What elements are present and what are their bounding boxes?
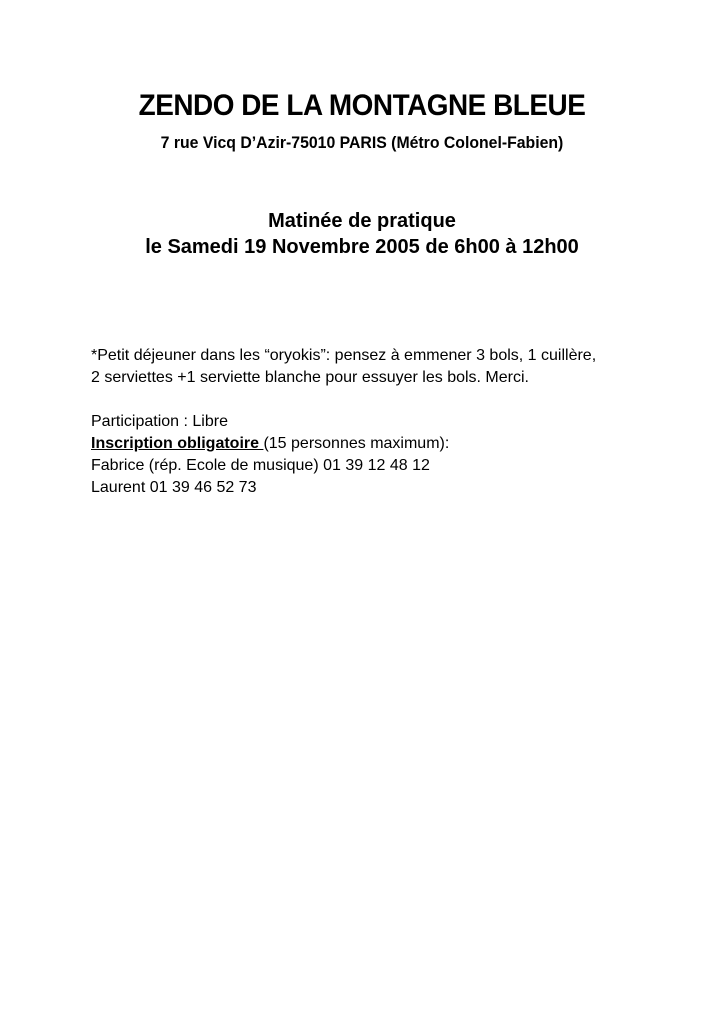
inscription-label: Inscription obligatoire	[91, 435, 264, 452]
event-date: le Samedi 19 Novembre 2005 de 6h00 à 12h00	[145, 236, 579, 258]
address-line: 7 rue Vicq D’Azir-75010 PARIS (Métro Colonel-Fabien)	[160, 133, 564, 152]
event-name: Matinée de pratique	[268, 210, 456, 232]
breakfast-note-line-2: 2 serviettes +1 serviette blanche pour essuyer les bols. Merci.	[91, 369, 529, 386]
inscription-line	[91, 433, 691, 455]
inscription-detail: (15 personnes maximum):	[263, 435, 450, 452]
page-title: ZENDO DE LA MONTAGNE BLEUE	[138, 89, 586, 122]
paragraph-gap	[91, 389, 691, 411]
contact-laurent: Laurent 01 39 46 52 73	[91, 479, 257, 496]
participation-line: Participation : Libre	[91, 413, 228, 430]
event-details	[91, 345, 691, 499]
breakfast-note-line-1: *Petit déjeuner dans les “oryokis”: pensez à emmener 3 bols, 1 cuillère,	[91, 347, 597, 364]
event-heading	[0, 208, 724, 260]
contact-fabrice: Fabrice (rép. Ecole de musique) 01 39 12 48 12	[91, 457, 430, 474]
